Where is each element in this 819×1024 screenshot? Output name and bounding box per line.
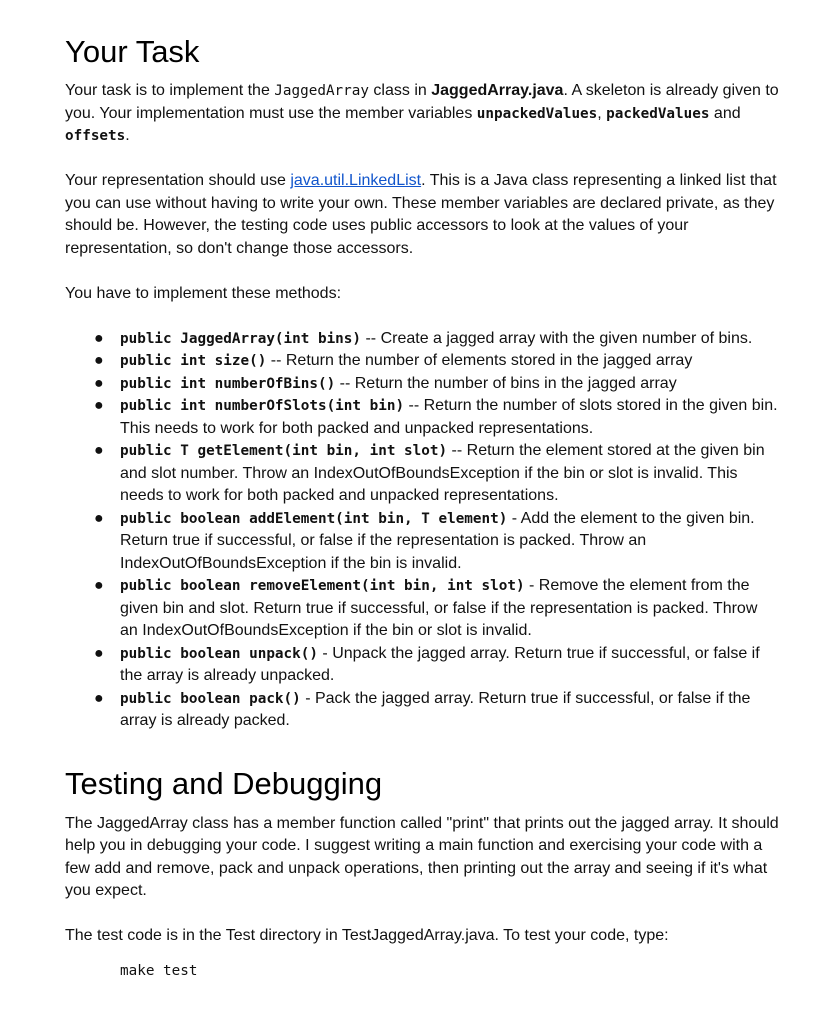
bullet-icon: ●	[94, 374, 104, 392]
bullet-icon: ●	[94, 329, 104, 347]
class-name-code: JaggedArray	[274, 83, 369, 99]
list-item	[94, 328, 779, 351]
list-item	[94, 373, 779, 396]
task-intro-paragraph: Your task is to implement the JaggedArray class in JaggedArray.java. A skeleton is already given to you. Your implementation must use the member variables unpackedValues, packedValues and offsets.	[65, 82, 779, 144]
method-description: -- Return the element stored at the given bin and slot number. Throw an IndexOutOfBoundsException if the bin or slot is invalid. This needs to work for both packed and unpacked representations.	[120, 442, 765, 504]
bullet-icon: ●	[94, 397, 104, 414]
representation-paragraph: Your representation should use java.util.LinkedList. This is a Java class representing a linked list that you can use without having to write your own. These member variables are declared private, as they should be. However, the testing code uses public accessors to look at the values of your representation, so don't change those accessors.	[65, 172, 777, 257]
test-paragraph: The test code is in the Test directory in TestJaggedArray.java. To test your code, type:	[65, 927, 669, 944]
make-test-command: make test	[120, 962, 198, 979]
bullet-icon: ●	[94, 644, 104, 662]
file-name: JaggedArray.java	[431, 82, 564, 99]
method-description: -- Create a jagged array with the given number of bins.	[361, 329, 753, 347]
heading-your-task: Your Task	[65, 34, 200, 69]
method-description: -- Return the number of bins in the jagged array	[335, 374, 677, 392]
methods-intro: You have to implement these methods:	[65, 284, 342, 302]
method-description: - Unpack the jagged array. Return true if successful, or false if the array is already unpacked.	[120, 644, 760, 684]
member-var-offsets: offsets	[65, 128, 126, 144]
methods-list	[65, 328, 779, 733]
heading-testing-debugging: Testing and Debugging	[65, 765, 383, 801]
linkedlist-link[interactable]: java.util.LinkedList	[290, 172, 422, 189]
method-signature: public JaggedArray(int bins)	[120, 330, 362, 347]
method-signature: public boolean removeElement(int bin, int slot)	[120, 578, 525, 594]
member-var-unpacked: unpackedValues	[476, 105, 598, 122]
list-item	[94, 440, 779, 508]
list-item	[94, 575, 779, 643]
bullet-icon: ●	[94, 352, 104, 369]
method-signature: public T getElement(int bin, int slot)	[120, 443, 448, 459]
list-item	[94, 395, 779, 440]
method-description: - Pack the jagged array. Return true if successful, or false if the array is already packed.	[120, 689, 751, 729]
bullet-icon: ●	[94, 689, 104, 707]
list-item	[94, 508, 779, 576]
method-signature: public boolean pack()	[120, 690, 301, 707]
method-signature: public int numberOfBins()	[120, 375, 336, 392]
bullet-icon: ●	[94, 577, 104, 594]
method-description: -- Return the number of slots stored in the given bin. This needs to work for both packed and unpacked representations.	[120, 397, 778, 437]
list-item	[94, 350, 779, 373]
method-description: - Add the element to the given bin. Return true if successful, or false if the representation is packed. Throw an IndexOutOfBoundsException if the bin is invalid.	[120, 509, 755, 572]
method-signature: public int numberOfSlots(int bin)	[120, 398, 405, 414]
debug-paragraph: The JaggedArray class has a member function called "print" that prints out the jagged array. It should help you in debugging your code. I suggest writing a main function and exercising your code with a few add and remove, pack and unpack operations, then printing out the array and seeing if it's what you expect.	[65, 814, 779, 899]
method-signature: public boolean addElement(int bin, T element)	[120, 510, 508, 527]
method-signature: public int size()	[120, 353, 267, 369]
bullet-icon: ●	[94, 442, 104, 459]
list-item	[94, 643, 779, 688]
method-description: - Remove the element from the given bin and slot. Return true if successful, or false if the representation is packed. Throw an IndexOutOfBoundsException if the bin or slot is invalid.	[120, 577, 758, 639]
member-var-packed: packedValues	[606, 105, 710, 122]
method-signature: public boolean unpack()	[120, 645, 318, 662]
list-item	[94, 688, 779, 733]
bullet-icon: ●	[94, 509, 104, 527]
method-description: -- Return the number of elements stored in the jagged array	[266, 352, 693, 369]
